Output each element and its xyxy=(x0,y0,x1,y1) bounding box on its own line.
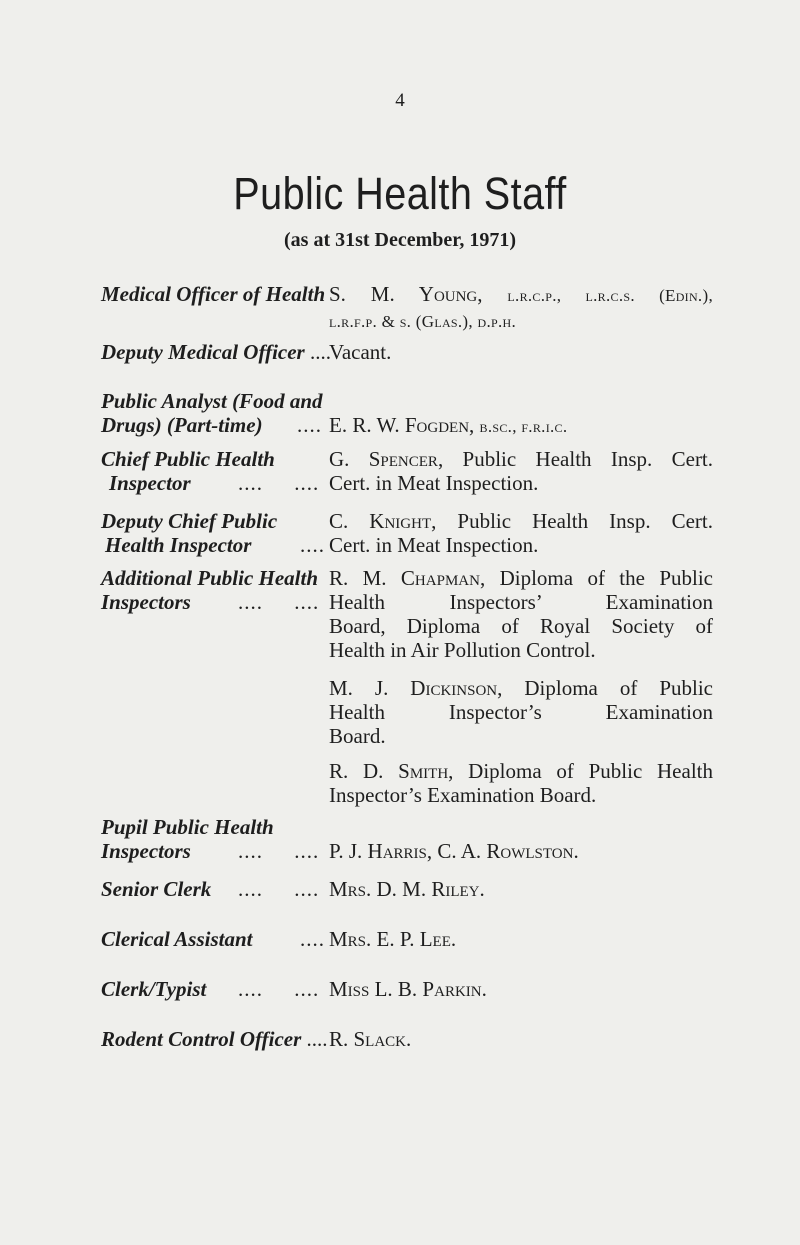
staff-qualifications: Cert. in Meat Inspection. xyxy=(329,471,539,495)
leader-dots: .... .... xyxy=(238,590,320,614)
staff-value xyxy=(329,447,713,495)
page-title: Public Health Staff xyxy=(233,168,567,219)
page-number: 4 xyxy=(395,90,405,111)
staff-qualifications: Inspector’s Examination Board. xyxy=(329,783,597,807)
leader-dots: .... xyxy=(309,340,331,364)
staff-qualifications: Public Health Insp. Cert. xyxy=(462,447,714,471)
staff-value xyxy=(329,340,713,364)
staff-name: S. M. Young, xyxy=(329,282,483,306)
staff-name: R. Slack. xyxy=(329,1027,412,1051)
role-text: Chief Public Health xyxy=(101,447,275,471)
staff-qualifications: Diploma of the Public xyxy=(499,566,714,590)
staff-qualifications: Health Inspector’s Examination xyxy=(329,700,713,724)
staff-value xyxy=(329,927,713,951)
staff-qualifications: l.r.c.p., l.r.c.s. (Edin.), xyxy=(507,286,713,305)
role-text: Deputy Chief Public xyxy=(101,509,278,533)
staff-value-smith xyxy=(329,759,713,807)
role-text: Drugs) (Part-time) xyxy=(101,413,263,437)
leader-dots: .... xyxy=(306,1027,328,1051)
staff-value xyxy=(329,977,713,1001)
role-text: Clerk/Typist xyxy=(101,977,207,1001)
staff-name: E. R. W. Fogden, xyxy=(329,413,475,437)
role-text: Pupil Public Health xyxy=(101,815,274,839)
staff-value xyxy=(329,282,713,334)
role-text: Inspectors xyxy=(101,590,191,614)
leader-dots: .... xyxy=(297,413,322,437)
role-text: Health Inspector xyxy=(105,533,252,557)
role-label xyxy=(101,1027,341,1051)
staff-value-chapman xyxy=(329,566,713,662)
leader-dots: .... xyxy=(300,927,325,951)
role-text: Public Analyst (Food and xyxy=(101,389,323,413)
staff-qualifications: Board, Diploma of Royal Society of xyxy=(329,614,713,638)
staff-qualifications: Board. xyxy=(329,724,386,748)
staff-name: Mrs. D. M. Riley. xyxy=(329,877,485,901)
staff-name: M. J. Dickinson, xyxy=(329,676,503,700)
role-label xyxy=(101,340,341,364)
staff-qualifications: Health in Air Pollution Control. xyxy=(329,638,596,662)
role-text: Inspectors xyxy=(101,839,191,863)
staff-value xyxy=(329,877,713,901)
role-text: Clerical Assistant xyxy=(101,927,253,951)
staff-value-dickinson xyxy=(329,676,713,748)
role-text: Deputy Medical Officer xyxy=(101,340,305,364)
staff-value xyxy=(329,1027,713,1051)
role-text: Medical Officer of Health xyxy=(101,282,326,306)
leader-dots: .... .... xyxy=(238,471,320,495)
staff-value xyxy=(329,839,713,863)
staff-qualifications: Health Inspectors’ Examination xyxy=(329,590,713,614)
staff-name: Mrs. E. P. Lee. xyxy=(329,927,457,951)
page-subtitle: (as at 31st December, 1971) xyxy=(284,229,516,251)
staff-value xyxy=(329,413,713,439)
role-text: Additional Public Health xyxy=(101,566,319,590)
role-text: Rodent Control Officer xyxy=(101,1027,302,1051)
staff-value xyxy=(329,509,713,557)
role-text: Senior Clerk xyxy=(101,877,212,901)
staff-name: Miss L. B. Parkin. xyxy=(329,977,487,1001)
staff-qualifications: Public Health Insp. Cert. xyxy=(457,509,714,533)
staff-qualifications: l.r.f.p. & s. (Glas.), d.p.h. xyxy=(329,312,517,331)
role-label xyxy=(101,282,337,306)
staff-qualifications: Diploma of Public Health xyxy=(468,759,713,783)
role-text: Inspector xyxy=(109,471,191,495)
staff-name: R. M. Chapman, xyxy=(329,566,486,590)
leader-dots: .... .... xyxy=(238,977,320,1001)
leader-dots: .... xyxy=(300,533,325,557)
staff-name: P. J. Harris, C. A. Rowlston. xyxy=(329,839,579,863)
staff-name: R. D. Smith, xyxy=(329,759,454,783)
staff-qualifications: Diploma of Public xyxy=(524,676,713,700)
leader-dots: .... .... xyxy=(238,877,320,901)
staff-qualifications: Cert. in Meat Inspection. xyxy=(329,533,539,557)
staff-qualifications: b.sc., f.r.i.c. xyxy=(479,417,568,436)
leader-dots: .... .... xyxy=(238,839,320,863)
staff-name: G. Spencer, xyxy=(329,447,444,471)
staff-name: Vacant. xyxy=(329,340,392,364)
staff-name: C. Knight, xyxy=(329,509,437,533)
